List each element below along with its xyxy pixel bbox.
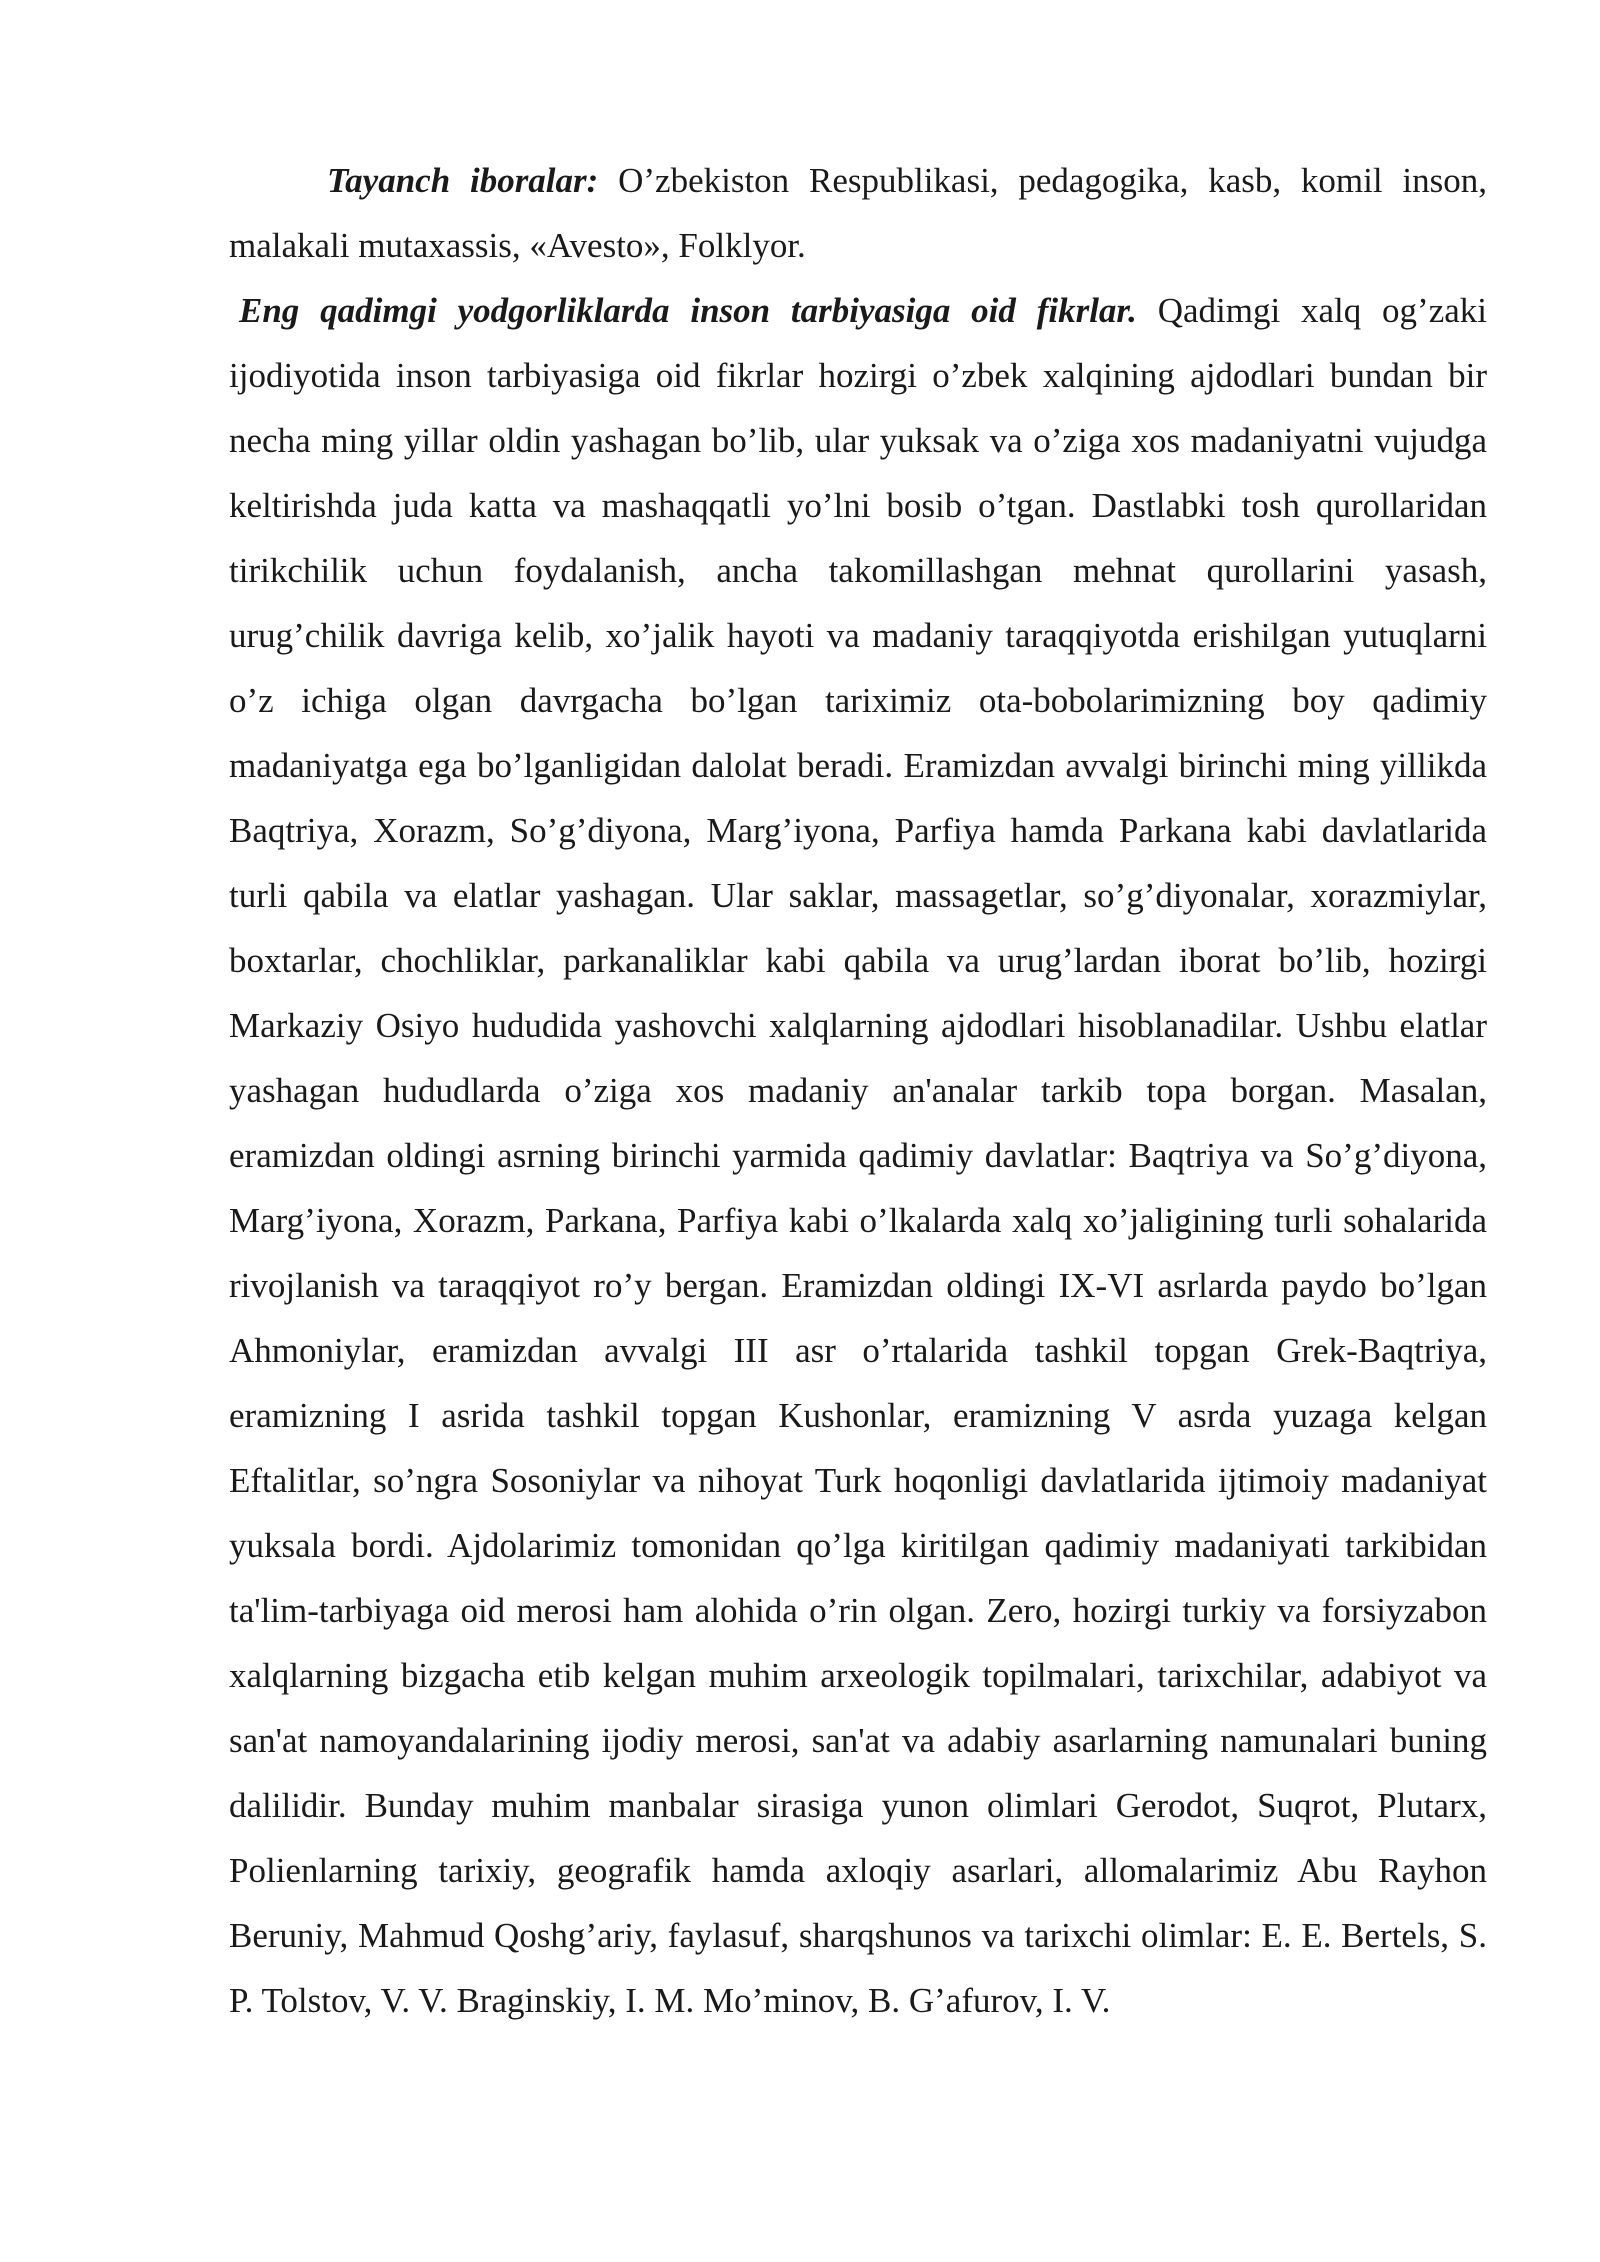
- body-text: Qadimgi xalq og’zaki ijodiyotida inson tarbiyasiga oid fikrlar hozirgi o’zbek xalqining ajdodlari bundan bir necha ming yillar oldin yashagan bo’lib, ular yuksak va o’ziga xos madaniyatni vujudga keltirishda juda katta va mashaqqatli yo’lni bosib o’tgan. Dastlabki tosh qurollaridan tirikchilik uchun foydalanish, ancha takomillashgan mehnat qurollarini yasash, urug’chilik davriga kelib, xo’jalik hayoti va madaniy taraqqiyotda erishilgan yutuqlarni o’z ichiga olgan davrgacha bo’lgan tariximiz ota-bobolarimizning boy qadimiy madaniyatga ega bo’lganligidan dalolat beradi. Eramizdan avvalgi birinchi ming yillikda Baqtriya, Xorazm, So’g’diyona, Marg’iyona, Parfiya hamda Parkana kabi davlatlarida turli qabila va elatlar yashagan. Ular saklar, massagetlar, so’g’diyonalar, xorazmiylar, boxtarlar, chochliklar, parkanaliklar kabi qabila va urug’lardan iborat bo’lib, hozirgi Markaziy Osiyo hududida yashovchi xalqlarning ajdodlari hisoblanadilar. Ushbu elatlar yashagan hududlarda o’ziga xos madaniy an'analar tarkib topa borgan. Masalan, eramizdan oldingi asrning birinchi yarmida qadimiy davlatlar: Baqtriya va So’g’diyona, Marg’iyona, Xorazm, Parkana, Parfiya kabi o’lkalarda xalq xo’jaligining turli sohalarida rivojlanish va taraqqiyot ro’y bergan. Eramizdan oldingi IX-VI asrlarda paydo bo’lgan Ahmoniylar, eramizdan avvalgi III asr o’rtalarida tashkil topgan Grek-Baqtriya, eramizning I asrida tashkil topgan Kushonlar, eramizning V asrda yuzaga kelgan Eftalitlar, so’ngra Sosoniylar va nihoyat Turk hoqonligi davlatlarida ijtimoiy madaniyat yuksala bordi. Ajdolarimiz tomonidan qo’lga kiritilgan qadimiy madaniyati tarkibidan ta'lim-tarbiyaga oid merosi ham alohida o’rin olgan. Zero, hozirgi turkiy va forsiyzabon xalqlarning bizgacha etib kelgan muhim arxeologik topilmalari, tarixchilar, adabiyot va san'at namoyandalarining ijodiy merosi, san'at va adabiy asarlarning namunalari buning dalilidir. Bunday muhim manbalar sirasiga yunon olimlari Gerodot, Suqrot, Plutarx, Polienlarning tarixiy, geografik hamda axloqiy asarlari, allomalarimiz Abu Rayhon Beruniy, Mahmud Qoshg’ariy, faylasuf, sharqshunos va tarixchi olimlar: E. E. Bertels, S. P. Tolstov, V. V. Braginskiy, I. M. Mo’minov, B. G’afurov, I. V.: [229, 291, 1487, 2020]
- body-paragraph: [229, 278, 1487, 2033]
- keywords-heading: Tayanch iboralar:: [327, 161, 599, 200]
- document-page: [229, 148, 1487, 2033]
- keywords-text: O’zbekiston Respublikasi, pedagogika, kasb, komil inson, malakali mutaxassis, «Avesto», Folklyor.: [229, 161, 1487, 265]
- section-heading: Eng qadimgi yodgorliklarda inson tarbiyasiga oid fikrlar.: [239, 291, 1137, 330]
- keywords-paragraph: [229, 148, 1487, 278]
